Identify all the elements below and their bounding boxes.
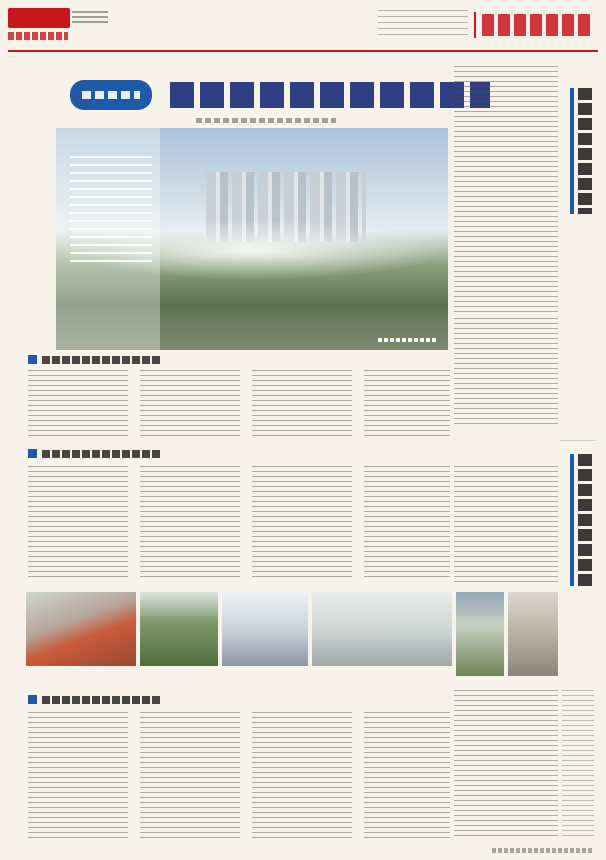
body-text [28, 370, 128, 440]
footer-note [492, 848, 592, 853]
body-text [364, 466, 450, 580]
article-byline [196, 118, 336, 123]
body-text [252, 370, 352, 440]
body-text [364, 712, 450, 838]
logo-subtitle [72, 11, 108, 25]
body-text [28, 712, 128, 838]
news-photo [456, 592, 504, 676]
news-photo [508, 592, 558, 676]
section-heading-text [42, 696, 162, 704]
section-heading-text [42, 450, 162, 458]
hero-photo [56, 128, 448, 350]
sidebar-heading-text [578, 88, 592, 214]
body-text [454, 466, 558, 584]
section-heading [28, 694, 228, 706]
section-name [482, 14, 594, 36]
news-photo [312, 592, 452, 666]
body-text [454, 318, 558, 428]
column-divider [560, 440, 596, 441]
section-heading-marker [28, 449, 37, 458]
masthead [8, 6, 598, 52]
body-text [454, 66, 558, 314]
news-photo [222, 592, 308, 666]
sidebar-heading [570, 88, 594, 214]
body-text [454, 690, 558, 838]
section-heading-marker [28, 695, 37, 704]
logo-tagline [8, 32, 68, 40]
section-heading-text [42, 356, 162, 364]
sidebar-heading [570, 454, 594, 586]
news-photo [26, 592, 136, 666]
body-text [364, 370, 450, 440]
issue-info [378, 10, 468, 36]
body-text [140, 466, 240, 580]
hero-credit [378, 338, 438, 342]
body-text [28, 466, 128, 580]
news-photo [140, 592, 218, 666]
sidebar-heading-text [578, 454, 592, 586]
body-text [140, 712, 240, 838]
article-tag [70, 80, 152, 110]
logo-mark [8, 8, 70, 28]
newspaper-logo [8, 8, 108, 44]
badge-divider [474, 12, 476, 38]
body-text [562, 690, 594, 838]
body-text [252, 712, 352, 838]
section-heading [28, 354, 228, 366]
sidebar-heading-bar [570, 88, 574, 214]
sidebar-heading-bar [570, 454, 574, 586]
article-title-area [70, 78, 490, 118]
hero-caption [70, 156, 152, 266]
section-heading-marker [28, 355, 37, 364]
body-text [140, 370, 240, 440]
hero-caption-panel [56, 128, 160, 350]
section-heading [28, 448, 228, 460]
section-badge [474, 8, 598, 42]
body-text [252, 466, 352, 580]
article-headline [170, 82, 490, 108]
